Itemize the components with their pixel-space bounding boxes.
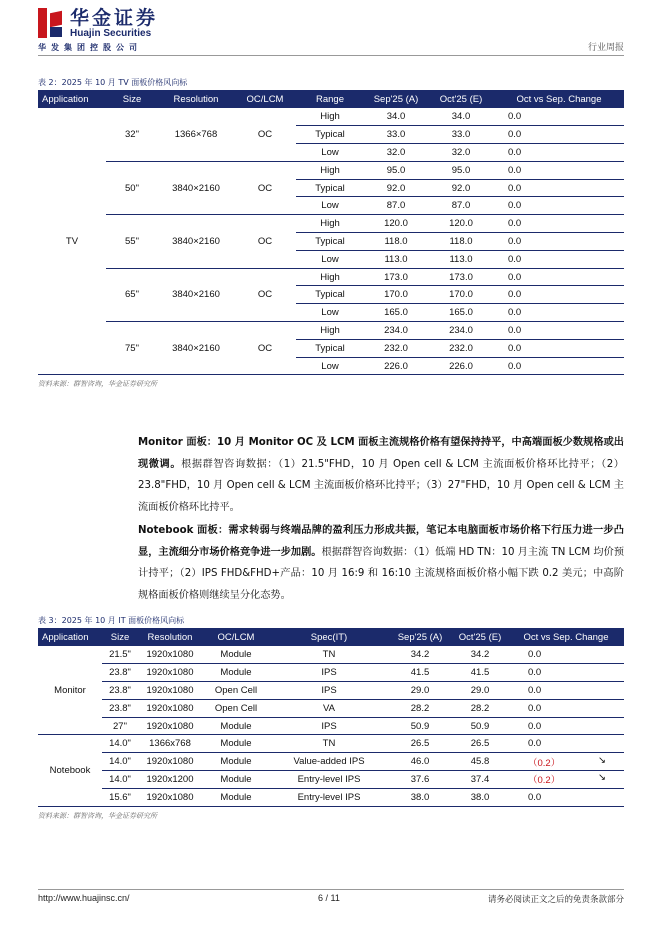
table-row: [38, 682, 624, 700]
range-cell: High: [296, 268, 364, 286]
oct-cell: 50.9: [452, 717, 508, 735]
logo-chinese-name: 华金证券: [70, 7, 159, 29]
table2-source: 资料来源：群智咨询，华金证券研究所: [38, 812, 157, 820]
table2-header-cell: Application: [38, 628, 102, 646]
sep-cell: 34.2: [410, 649, 430, 661]
range-cell: Low: [296, 144, 364, 162]
trend-down-icon: ↘: [598, 754, 606, 766]
table1-header-cell: Application: [38, 90, 106, 108]
oct-cell: 32.0: [428, 144, 494, 162]
resolution-cell: 3840×2160: [158, 161, 234, 214]
resolution-cell: 1920x1080: [138, 717, 202, 735]
change-cell: 0.0: [494, 144, 624, 162]
table1-header-cell: Size: [106, 90, 158, 108]
table2-header-cell: Resolution: [138, 628, 202, 646]
table1-source: 资料来源：群智咨询，华金证券研究所: [38, 380, 157, 388]
oct-cell: 26.5: [452, 735, 508, 753]
company-logo: [38, 8, 158, 40]
table-row: [38, 753, 624, 771]
size-cell: 50": [106, 161, 158, 214]
application-cell: Notebook: [38, 735, 102, 806]
table1-header-cell: Oct'25 (E): [428, 90, 494, 108]
sep-cell: 92.0: [364, 179, 428, 197]
application-cell: TV: [65, 235, 79, 247]
sep-cell: 41.5: [388, 664, 452, 682]
sep-cell: 170.0: [364, 286, 428, 304]
change-cell: 0.0: [494, 197, 624, 215]
oclcm-cell: OC: [234, 161, 296, 214]
oclcm-cell: Module: [202, 771, 270, 789]
oct-cell: 120.0: [428, 215, 494, 233]
change-cell: 0.0: [494, 304, 624, 322]
table-row: [38, 215, 624, 233]
spec-cell: Value-added IPS: [270, 753, 388, 771]
range-cell: High: [320, 111, 340, 123]
footer-url[interactable]: http://www.huajinsc.cn/: [38, 893, 130, 903]
oct-cell: 87.0: [428, 197, 494, 215]
oct-cell: 165.0: [428, 304, 494, 322]
sep-cell: 33.0: [364, 126, 428, 144]
notebook-paragraph: [138, 520, 624, 606]
oct-cell: 34.0: [451, 111, 471, 123]
resolution-cell: 3840×2160: [158, 215, 234, 268]
range-cell: Low: [296, 250, 364, 268]
sep-cell: 232.0: [364, 339, 428, 357]
table-row: [38, 646, 624, 664]
table-row: [38, 717, 624, 735]
table2-header-cell: OC/LCM: [202, 628, 270, 646]
range-cell: Low: [296, 197, 364, 215]
spec-cell: IPS: [270, 664, 388, 682]
change-cell: [508, 664, 624, 682]
change-cell: 0.0: [494, 339, 624, 357]
table-row: [38, 788, 624, 806]
table2-header-cell: Size: [102, 628, 138, 646]
page-number: 6 / 11: [318, 893, 340, 903]
spec-cell: TN: [322, 649, 336, 661]
sep-cell: 226.0: [364, 357, 428, 375]
range-cell: Typical: [296, 179, 364, 197]
oct-cell: 29.0: [452, 682, 508, 700]
change-value: （0.2）: [528, 757, 561, 769]
oclcm-cell: OC: [257, 128, 273, 140]
oclcm-cell: Module: [202, 788, 270, 806]
resolution-cell: 1920x1080: [138, 682, 202, 700]
table2-header-cell: Sep'25 (A): [388, 628, 452, 646]
resolution-cell: 1920x1080: [138, 753, 202, 771]
sep-cell: 50.9: [388, 717, 452, 735]
table-row: [38, 664, 624, 682]
change-cell: 0.0: [508, 111, 522, 123]
spec-cell: IPS: [270, 717, 388, 735]
oclcm-cell: Module: [202, 735, 270, 753]
sep-cell: 173.0: [364, 268, 428, 286]
resolution-cell: 1920x1080: [138, 664, 202, 682]
size-cell: 14.0": [102, 735, 138, 753]
parent-company: 华发集团控股公司: [38, 43, 142, 52]
change-cell: 0.0: [494, 126, 624, 144]
size-cell: 27": [102, 717, 138, 735]
change-cell: 0.0: [494, 322, 624, 340]
range-cell: Typical: [296, 126, 364, 144]
oct-cell: 28.2: [452, 699, 508, 717]
oct-cell: 234.0: [428, 322, 494, 340]
resolution-cell: 3840×2160: [158, 322, 234, 375]
range-cell: Typical: [296, 286, 364, 304]
range-cell: Typical: [296, 339, 364, 357]
spec-cell: Entry-level IPS: [270, 771, 388, 789]
logo-english-name: Huajin Securities: [70, 28, 152, 39]
table1-header-cell: Oct vs Sep. Change: [494, 90, 624, 108]
size-cell: 14.0": [102, 753, 138, 771]
oct-cell: 37.4: [452, 771, 508, 789]
size-cell: 32": [125, 128, 139, 140]
header-divider: [38, 55, 624, 56]
table-row: [38, 699, 624, 717]
oct-cell: 45.8: [452, 753, 508, 771]
size-cell: 23.8": [102, 699, 138, 717]
change-cell: [508, 753, 624, 771]
oct-cell: 173.0: [428, 268, 494, 286]
resolution-cell: 3840×2160: [158, 268, 234, 321]
sep-cell: 32.0: [364, 144, 428, 162]
sep-cell: 37.6: [388, 771, 452, 789]
change-cell: [508, 646, 624, 664]
oclcm-cell: OC: [234, 268, 296, 321]
size-cell: 75": [106, 322, 158, 375]
sep-cell: 87.0: [364, 197, 428, 215]
sep-cell: 28.2: [388, 699, 452, 717]
resolution-cell: 1920x1200: [138, 771, 202, 789]
change-cell: [508, 717, 624, 735]
sep-cell: 29.0: [388, 682, 452, 700]
oclcm-cell: Module: [202, 664, 270, 682]
sep-cell: 118.0: [364, 233, 428, 251]
size-cell: 21.5": [109, 649, 131, 661]
it-price-table: [38, 628, 624, 807]
sep-cell: 34.0: [386, 111, 406, 123]
table1-header-cell: Resolution: [158, 90, 234, 108]
change-cell: 0.0: [494, 179, 624, 197]
range-cell: Low: [296, 357, 364, 375]
sep-cell: 95.0: [364, 161, 428, 179]
table-row: [38, 161, 624, 179]
change-cell: [508, 699, 624, 717]
oclcm-cell: OC: [234, 322, 296, 375]
table-row: [38, 735, 624, 753]
logo-mark-icon: [38, 8, 64, 38]
oclcm-cell: Open Cell: [202, 682, 270, 700]
spec-cell: IPS: [270, 682, 388, 700]
change-cell: 0.0: [494, 268, 624, 286]
notebook-lead: Notebook 面板：需求转弱与终端品牌的盈利压力形成共振，笔记本电脑面板市场价格下行压力进一步凸显，主流细分市场价格竞争进一步加剧。: [138, 525, 624, 558]
resolution-cell: 1920x1080: [138, 788, 202, 806]
footer-divider: [38, 889, 624, 890]
trend-down-icon: ↘: [598, 772, 606, 784]
sep-cell: 165.0: [364, 304, 428, 322]
change-value: 0.0: [528, 738, 542, 750]
table-row: [38, 268, 624, 286]
oclcm-cell: Module: [220, 649, 252, 661]
table-row: [38, 108, 624, 126]
spec-cell: TN: [270, 735, 388, 753]
sep-cell: 46.0: [388, 753, 452, 771]
table-row: [38, 771, 624, 789]
range-cell: High: [296, 215, 364, 233]
oct-cell: 34.2: [470, 649, 490, 661]
monitor-lead: Monitor 面板：10 月 Monitor OC 及 LCM 面板主流规格价格有望保持持平，中高端面板少数规格或出现微调。: [138, 437, 624, 470]
table2-header-cell: Spec(IT): [270, 628, 388, 646]
range-cell: High: [296, 161, 364, 179]
oct-cell: 226.0: [428, 357, 494, 375]
notebook-body: 根据群智咨询数据：（1）低端 HD TN：10 月主流 TN LCM 均价预计持平；（2）IPS FHD&FHD+产品：10 月 16:9 和 16:10 主流规格面板价格小幅下跌 0.2 美元；中高阶规格面板价格则继续呈分化态势。: [138, 546, 625, 601]
table1-header-cell: Range: [296, 90, 364, 108]
spec-cell: Entry-level IPS: [270, 788, 388, 806]
change-value: 0.0: [528, 702, 542, 714]
oct-cell: 41.5: [452, 664, 508, 682]
disclaimer-note: 请务必阅读正文之后的免责条款部分: [487, 895, 624, 905]
change-cell: 0.0: [494, 233, 624, 251]
table1-caption: 表 2：2025 年 10 月 TV 面板价格风向标: [38, 78, 188, 87]
sep-cell: 113.0: [364, 250, 428, 268]
oclcm-cell: Open Cell: [202, 699, 270, 717]
change-value: 0.0: [528, 791, 542, 803]
range-cell: Low: [296, 304, 364, 322]
sep-cell: 120.0: [364, 215, 428, 233]
resolution-cell: 1366×768: [174, 128, 218, 140]
oct-cell: 38.0: [452, 788, 508, 806]
size-cell: 15.6": [102, 788, 138, 806]
spec-cell: VA: [270, 699, 388, 717]
sep-cell: 26.5: [388, 735, 452, 753]
size-cell: 23.8": [102, 682, 138, 700]
oclcm-cell: Module: [202, 717, 270, 735]
change-value: 0.0: [528, 649, 542, 661]
monitor-paragraph: [138, 432, 624, 518]
size-cell: 23.8": [102, 664, 138, 682]
oclcm-cell: OC: [234, 215, 296, 268]
change-cell: [508, 788, 624, 806]
range-cell: High: [296, 322, 364, 340]
oct-cell: 232.0: [428, 339, 494, 357]
table2-header-cell: Oct'25 (E): [452, 628, 508, 646]
oct-cell: 118.0: [428, 233, 494, 251]
change-cell: 0.0: [494, 357, 624, 375]
change-cell: 0.0: [494, 250, 624, 268]
change-value: 0.0: [528, 667, 542, 679]
resolution-cell: 1920x1080: [138, 699, 202, 717]
size-cell: 55": [106, 215, 158, 268]
table1-header-cell: OC/LCM: [234, 90, 296, 108]
table-row: [38, 322, 624, 340]
oclcm-cell: Module: [202, 753, 270, 771]
change-cell: [508, 682, 624, 700]
size-cell: 14.0": [102, 771, 138, 789]
oct-cell: 170.0: [428, 286, 494, 304]
change-value: 0.0: [528, 720, 542, 732]
oct-cell: 95.0: [428, 161, 494, 179]
oct-cell: 33.0: [428, 126, 494, 144]
range-cell: Typical: [296, 233, 364, 251]
application-cell: Monitor: [54, 684, 86, 696]
resolution-cell: 1366x768: [138, 735, 202, 753]
table1-header-cell: Sep'25 (A): [364, 90, 428, 108]
resolution-cell: 1920x1080: [146, 649, 194, 661]
monitor-body: 根据群智咨询数据：（1）21.5"FHD，10 月 Open cell & LCM 主流面板价格环比持平；（2）23.8"FHD，10 月 Open cell & LCM 主流面板价格环比持平；（3）27"FHD，10 月 Open cell & LCM 主流面板价格环比持平。: [138, 458, 624, 513]
oct-cell: 113.0: [428, 250, 494, 268]
change-cell: 0.0: [494, 215, 624, 233]
change-cell: 0.0: [494, 286, 624, 304]
sep-cell: 234.0: [364, 322, 428, 340]
change-cell: [508, 735, 624, 753]
change-cell: [508, 771, 624, 789]
change-cell: 0.0: [494, 161, 624, 179]
change-value: 0.0: [528, 684, 542, 696]
document-type: 行业周报: [587, 43, 624, 53]
sep-cell: 38.0: [388, 788, 452, 806]
tv-price-table: [38, 90, 624, 375]
change-value: （0.2）: [528, 775, 561, 787]
oct-cell: 92.0: [428, 179, 494, 197]
table2-caption: 表 3：2025 年 10 月 IT 面板价格风向标: [38, 616, 185, 625]
size-cell: 65": [106, 268, 158, 321]
table2-header-cell: Oct vs Sep. Change: [508, 628, 624, 646]
